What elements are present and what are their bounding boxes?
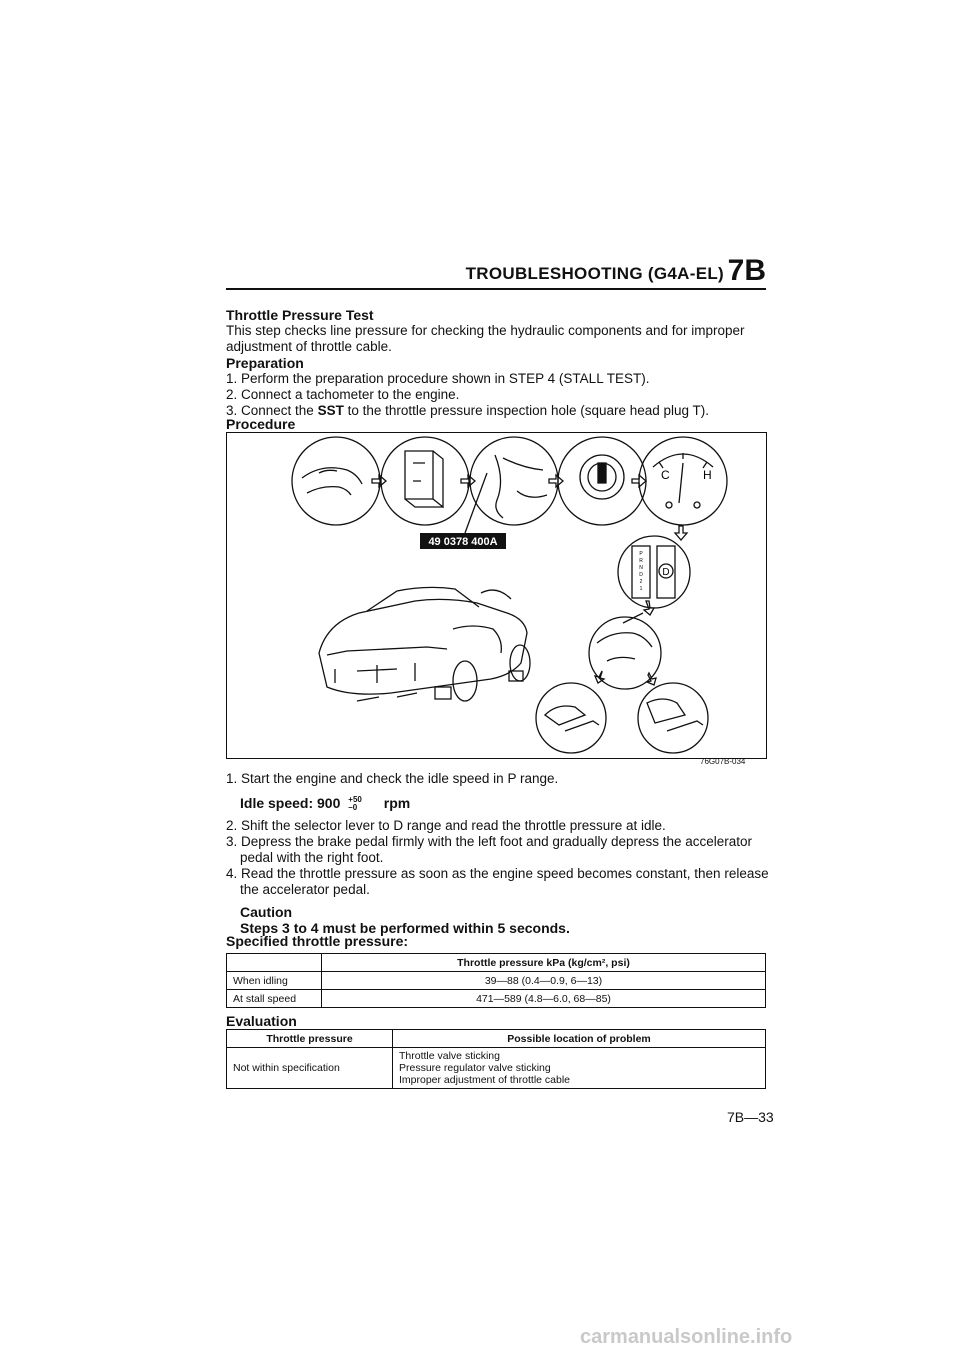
procedure-step-3: 3. Depress the brake pedal firmly with the left foot and gradually depress the accelerator pedal with the right foot. <box>226 834 753 866</box>
cause-item: Improper adjustment of throttle cable <box>399 1074 571 1086</box>
tool-number-label: 49 0378 400A <box>428 536 498 548</box>
shift-label-1: 1 <box>639 586 643 592</box>
procedure-illustration <box>227 433 766 758</box>
gauge-c-label: C <box>661 468 670 482</box>
evaluation-title: Evaluation <box>226 1013 297 1029</box>
procedure-title: Procedure <box>226 416 296 432</box>
intro-block <box>226 307 771 355</box>
gear-d-label: D <box>662 567 670 578</box>
step3-text-b: to the throttle pressure inspection hole (square head plug T). <box>343 403 710 418</box>
table-row <box>227 1048 766 1089</box>
idle-tolerance <box>348 796 362 812</box>
idle-tolerance-plus: +50 <box>348 795 362 805</box>
evaluation-causes <box>393 1048 766 1089</box>
spec-row-label: When idling <box>227 972 322 990</box>
step3-text-a: 3. Connect the <box>226 403 318 418</box>
spec-table <box>226 953 766 1008</box>
shift-indicator-circle <box>618 536 690 608</box>
preparation-step-3 <box>226 403 771 419</box>
step3-sst: SST <box>317 403 344 418</box>
shift-label-2: 2 <box>639 579 643 585</box>
section-badge: 7B <box>727 254 766 287</box>
evaluation-row-label: Not within specification <box>227 1048 393 1089</box>
watermark: carmanualsonline.info <box>580 1326 793 1348</box>
cause-item: Throttle valve sticking <box>399 1050 500 1062</box>
procedure-figure <box>226 432 767 759</box>
section-intro: This step checks line pressure for checking the hydraulic components and for improper adjustment of throttle cable. <box>226 323 745 354</box>
idle-tolerance-minus: –0 <box>348 803 358 813</box>
left-foot-circle <box>536 683 606 753</box>
shift-label-p: P <box>639 551 643 557</box>
preparation-step-1: 1. Perform the preparation procedure shown in STEP 4 (STALL TEST). <box>226 371 650 386</box>
evaluation-col2: Possible location of problem <box>393 1030 766 1048</box>
cause-item: Pressure regulator valve sticking <box>399 1062 551 1074</box>
header-rule <box>226 288 766 290</box>
spec-row-label: At stall speed <box>227 990 322 1008</box>
spec-header-row <box>227 954 766 972</box>
spec-header: Throttle pressure kPa (kg/cm², psi) <box>322 954 766 972</box>
idle-speed-label: Idle speed: 900 <box>240 795 341 811</box>
idle-speed-unit: rpm <box>383 795 411 811</box>
spec-row-value: 471—589 (4.8—6.0, 68—85) <box>322 990 766 1008</box>
evaluation-header-row <box>227 1030 766 1048</box>
procedure-step-2: 2. Shift the selector lever to D range and read the throttle pressure at idle. <box>226 818 666 834</box>
evaluation-col1: Throttle pressure <box>227 1030 393 1048</box>
page-number: 7B—33 <box>727 1109 774 1125</box>
spec-header-blank <box>227 954 322 972</box>
gauge-h-label: H <box>703 468 712 482</box>
idle-speed-spec <box>226 795 771 812</box>
header-title: TROUBLESHOOTING (G4A-EL) <box>465 264 724 283</box>
caution-title: Caution <box>240 904 293 921</box>
shift-label-d: D <box>639 572 643 578</box>
shift-label-r: R <box>639 558 643 564</box>
procedure-step-1: 1. Start the engine and check the idle speed in P range. <box>226 771 559 786</box>
plug-circle <box>381 437 469 525</box>
spec-title: Specified throttle pressure: <box>226 933 409 949</box>
table-row <box>227 990 766 1008</box>
preparation-step-2: 2. Connect a tachometer to the engine. <box>226 387 460 402</box>
shift-label-n: N <box>639 565 643 571</box>
section-title: Throttle Pressure Test <box>226 307 374 323</box>
preparation-title: Preparation <box>226 355 304 371</box>
temp-gauge-circle <box>639 437 727 525</box>
page-header <box>226 254 766 288</box>
spec-row-value: 39—88 (0.4—0.9, 6—13) <box>322 972 766 990</box>
figure-code: 76G07B-034 <box>700 757 746 766</box>
procedure-step-4: 4. Read the throttle pressure as soon as the engine speed becomes constant, then release the accelerator pedal. <box>226 866 769 898</box>
preparation-block <box>226 355 771 419</box>
sst-connection-circle <box>470 437 558 525</box>
evaluation-table <box>226 1029 766 1089</box>
hand-unplug-circle <box>292 437 380 525</box>
procedure-steps <box>226 771 771 936</box>
caution-text: Steps 3 to 4 must be performed within 5 seconds. <box>240 920 570 937</box>
table-row <box>227 972 766 990</box>
